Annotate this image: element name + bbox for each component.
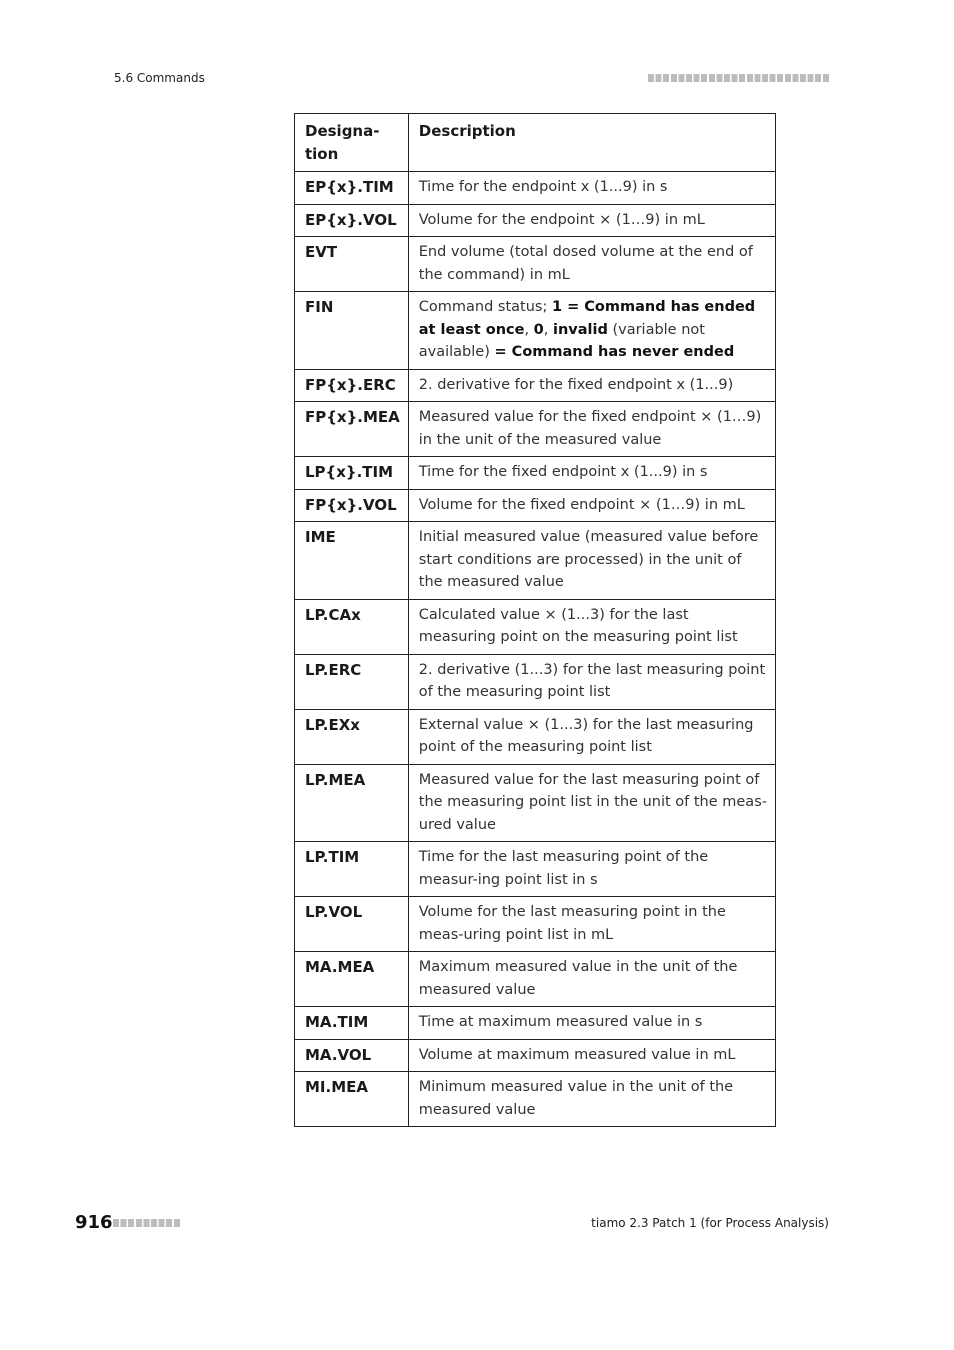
description-cell: End volume (total dosed volume at the end of the command) in mL <box>408 237 775 292</box>
product-name: tiamo 2.3 Patch 1 (for Process Analysis) <box>591 1216 829 1230</box>
header-dot-ornament <box>648 74 829 82</box>
description-cell <box>408 292 775 370</box>
designation-cell: MA.MEA <box>295 952 409 1007</box>
description-cell: External value × (1...3) for the last measuring point of the measuring point list <box>408 709 775 764</box>
description-text: Command status; <box>418 299 552 315</box>
designation-column-header: Designa- tion <box>295 114 409 172</box>
designation-cell: EP{x}.VOL <box>295 204 409 237</box>
designation-cell: EP{x}.TIM <box>295 172 409 205</box>
table-row <box>295 842 776 897</box>
description-cell: Calculated value × (1...3) for the last measuring point on the measuring point list <box>408 599 775 654</box>
table-row <box>295 402 776 457</box>
description-cell: Time for the last measuring point of the measur-ing point list in s <box>408 842 775 897</box>
description-bold-text: 1 = Command has ended at least once <box>418 299 756 338</box>
description-cell: Time for the endpoint x (1...9) in s <box>408 172 775 205</box>
page-number: 916 <box>75 1212 113 1233</box>
table-header-row <box>295 114 776 172</box>
table-row <box>295 599 776 654</box>
table-row <box>295 709 776 764</box>
designation-cell: FIN <box>295 292 409 370</box>
table-row <box>295 1072 776 1127</box>
designation-cell: LP.ERC <box>295 654 409 709</box>
table-row <box>295 1039 776 1072</box>
description-bold-text: 0 <box>533 321 544 338</box>
table-row <box>295 897 776 952</box>
description-text: , <box>543 321 553 338</box>
designation-cell: MI.MEA <box>295 1072 409 1127</box>
description-cell: Time at maximum measured value in s <box>408 1007 775 1040</box>
table-row <box>295 172 776 205</box>
designation-cell: LP.VOL <box>295 897 409 952</box>
description-text: (variable not available) <box>418 321 705 360</box>
description-cell: Time for the fixed endpoint x (1...9) in s <box>408 457 775 490</box>
designation-cell: MA.TIM <box>295 1007 409 1040</box>
designation-cell: LP.CAx <box>295 599 409 654</box>
description-cell: Maximum measured value in the unit of the measured value <box>408 952 775 1007</box>
description-cell: Minimum measured value in the unit of the measured value <box>408 1072 775 1127</box>
description-cell: Volume for the last measuring point in the meas-uring point list in mL <box>408 897 775 952</box>
designation-cell: EVT <box>295 237 409 292</box>
designation-cell: LP.EXx <box>295 709 409 764</box>
description-cell: Volume for the endpoint × (1…9) in mL <box>408 204 775 237</box>
table-row <box>295 237 776 292</box>
table-row <box>295 369 776 402</box>
description-bold-text: = Command has never ended <box>494 344 735 360</box>
designation-cell: LP{x}.TIM <box>295 457 409 490</box>
description-cell: 2. derivative for the fixed endpoint x (1...9) <box>408 369 775 402</box>
table-row <box>295 522 776 600</box>
designation-cell: FP{x}.VOL <box>295 489 409 522</box>
table-row <box>295 1007 776 1040</box>
description-cell: Initial measured value (measured value before start conditions are processed) in the unit of the measured value <box>408 522 775 600</box>
table-row <box>295 952 776 1007</box>
designation-cell: MA.VOL <box>295 1039 409 1072</box>
designation-cell: FP{x}.ERC <box>295 369 409 402</box>
description-cell: Volume at maximum measured value in mL <box>408 1039 775 1072</box>
designation-cell: IME <box>295 522 409 600</box>
running-header-section: 5.6 Commands <box>114 71 205 85</box>
table-row <box>295 204 776 237</box>
description-text: , <box>524 321 534 338</box>
description-cell: 2. derivative (1...3) for the last measuring point of the measuring point list <box>408 654 775 709</box>
designation-cell: LP.MEA <box>295 764 409 842</box>
description-bold-text: invalid <box>552 321 608 338</box>
table-row <box>295 654 776 709</box>
table-row <box>295 457 776 490</box>
description-column-header: Description <box>408 114 775 172</box>
table-row <box>295 489 776 522</box>
designation-cell: FP{x}.MEA <box>295 402 409 457</box>
description-cell: Measured value for the last measuring point of the measuring point list in the unit of the meas-ured value <box>408 764 775 842</box>
description-cell: Volume for the fixed endpoint × (1…9) in mL <box>408 489 775 522</box>
designation-cell: LP.TIM <box>295 842 409 897</box>
description-cell: Measured value for the fixed endpoint × (1…9) in the unit of the measured value <box>408 402 775 457</box>
table-row <box>295 292 776 370</box>
footer-dot-ornament <box>113 1219 181 1227</box>
table-row <box>295 764 776 842</box>
command-variables-table <box>294 113 776 1127</box>
